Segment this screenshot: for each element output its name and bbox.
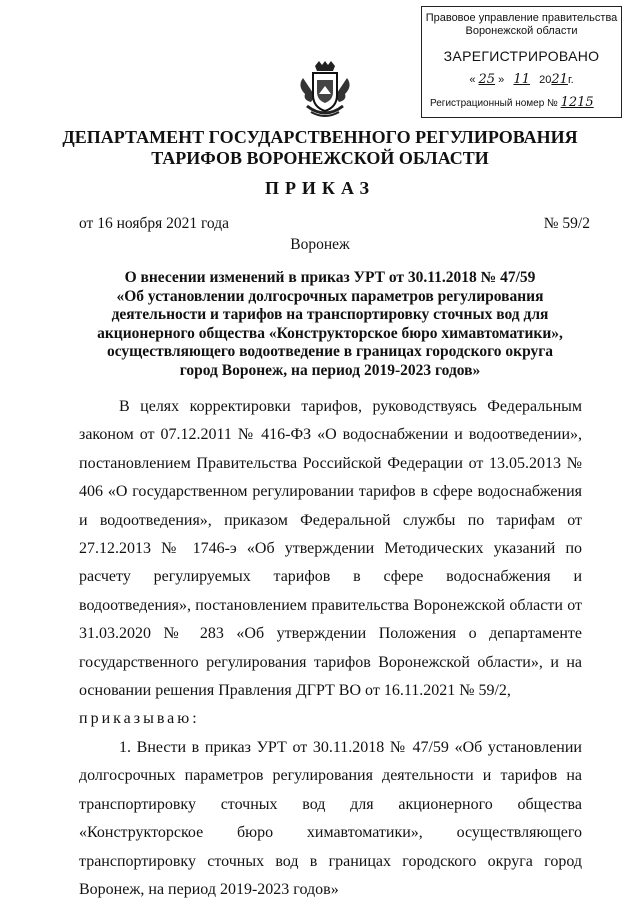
preamble-paragraph: В целях корректировки тарифов, руководствуясь Федеральным законом от 07.12.2011 № 416-ФЗ «О водоснабжении и водоотведении», постановлением Правительства Российской Федерации от 13.05.2013 № 406 «О государственном регулировании тарифов в сфере водоснабжения и водоотведения», приказом Федеральной службы по тарифам от 27.12.2013 № 1746-э «Об утверждении Методических указаний по расчету регулируемых тарифов в сфере водоснабжения и водоотведения», постановлением правительства Воронежской области от 31.03.2020 № 283 «Об утверждении Положения о департаменте государственного регулирования тарифов Воронежской области», и на основании решения Правления ДГРТ ВО от 16.11.2021 № 59/2, (79, 398, 582, 700)
item-1-paragraph: 1. Внести в приказ УРТ от 30.11.2018 № 47/59 «Об установлении долгосрочных параметров регулирования деятельности и тарифов на транспортировку сточных вод для акционерного общества «Конструкторское бюро химавтоматики», осуществляющего транспортировку сточных вод в границах городского округа город Воронеж, на период 2019-2023 годов» (79, 738, 582, 898)
subject-line2: «Об установлении долгосрочных параметров регулирования (116, 287, 544, 305)
stamp-date-day: 25 (478, 72, 496, 87)
subject-line6: город Воронеж, на период 2019-2023 годов» (179, 361, 481, 379)
stamp-date-open-quote: « (469, 74, 476, 86)
document-date: от 16 ноября 2021 года (79, 215, 230, 232)
subject-line4: акционерного общества «Конструкторское бюро химавтоматики», (97, 324, 563, 342)
department-line1: ДЕПАРТАМЕНТ ГОСУДАРСТВЕННОГО РЕГУЛИРОВАНИЯ (62, 127, 578, 147)
stamp-reg-label: Регистрационный номер № (430, 98, 558, 109)
stamp-date-month: 11 (513, 72, 530, 87)
stamp-reg-number: 1215 (560, 95, 594, 110)
document-city: Воронеж (290, 236, 350, 253)
stamp-date-year-suffix: г. (567, 74, 574, 86)
stamp-date-year-prefix: 20 (539, 74, 552, 86)
coat-of-arms-icon (297, 60, 353, 122)
stamp-date-year: 21 (551, 72, 568, 87)
stamp-line1: Правовое управление правительства (425, 12, 618, 24)
stamp-line2: Воронежской области (465, 25, 578, 37)
stamp-reg-line (422, 95, 621, 110)
order-word: приказываю: (79, 710, 200, 728)
registration-stamp (421, 6, 622, 118)
document-number: № 59/2 (543, 215, 590, 232)
department-name (0, 127, 640, 169)
subject-line3: деятельности и тарифов на транспортировку сточных вод для (111, 306, 549, 323)
stamp-date-close-quote: » (498, 74, 505, 86)
stamp-date (422, 72, 621, 87)
stamp-registered: ЗАРЕГИСТРИРОВАНО (443, 48, 600, 64)
department-line2: ТАРИФОВ ВОРОНЕЖСКОЙ ОБЛАСТИ (151, 148, 489, 168)
subject-line5: осуществляющего водоотведение в границах городского округа (106, 343, 554, 360)
document-body (79, 393, 582, 904)
document-subject (60, 269, 600, 380)
subject-line1: О внесении изменений в приказ УРТ от 30.11.2018 № 47/59 (124, 269, 536, 286)
document-type: ПРИКАЗ (264, 178, 376, 198)
